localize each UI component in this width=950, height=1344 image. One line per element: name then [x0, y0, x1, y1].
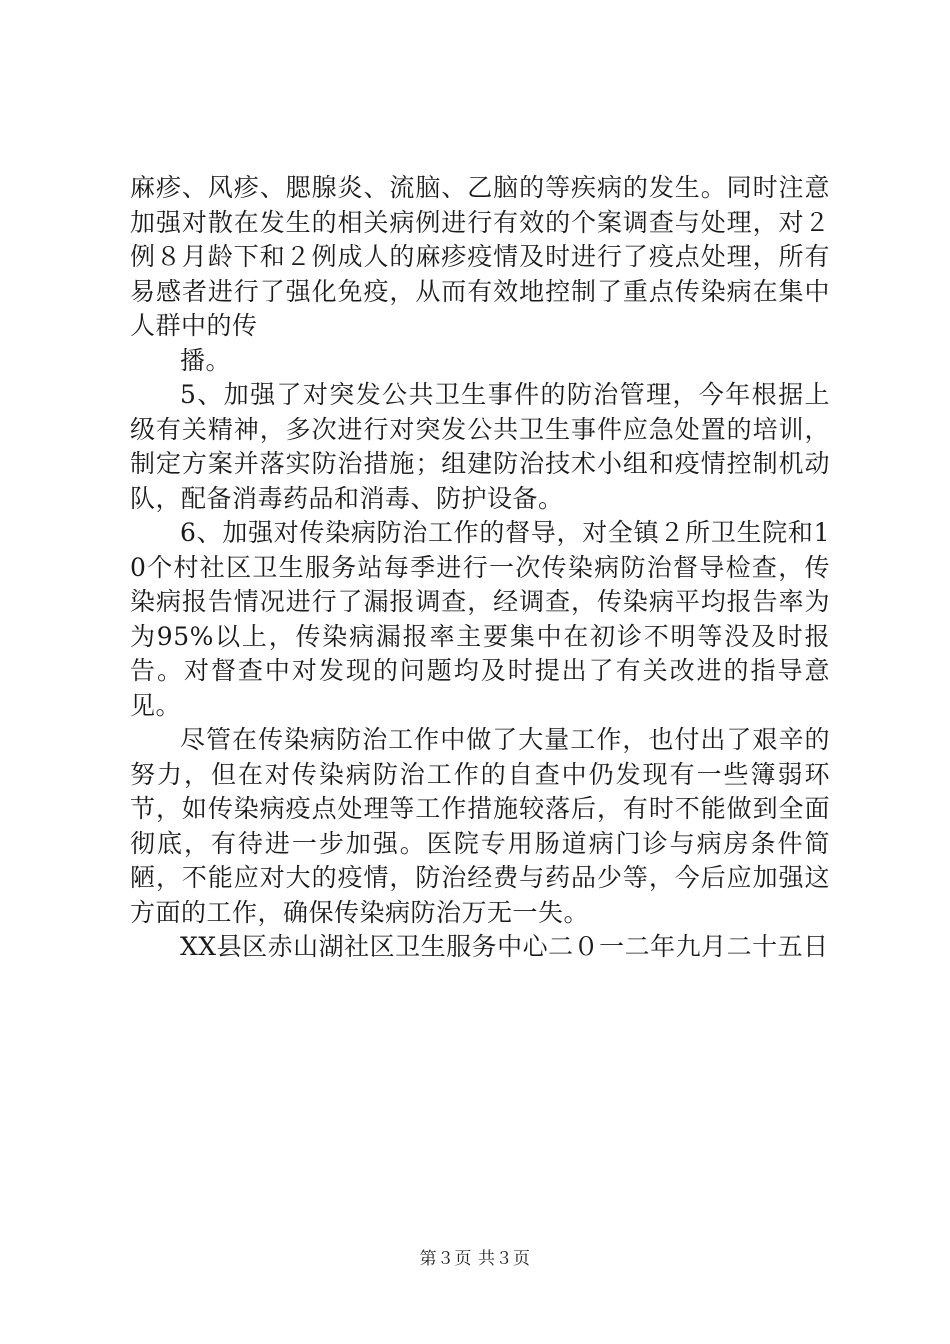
signature-line: XX县区赤山湖社区卫生服务中心二０一二年九月二十五日 [180, 932, 829, 961]
paragraph-measles-response: 麻疹、风疹、腮腺炎、流脑、乙脑的等疾病的发生。同时注意加强对散在发生的相关病例进行有效的个案调查与处理，对２例８月龄下和２例成人的麻疹疫情及时进行了疫点处理，所有易感者进行了强化免疫，从而有效地控制了重点传染病在集中人群中的传 [130, 173, 830, 340]
paragraph-item-5: 5、加强了对突发公共卫生事件的防治管理，今年根据上级有关精神，多次进行对突发公共卫生事件应急处置的培训，制定方案并落实防治措施；组建防治技术小组和疫情控制机动队，配备消毒药品和消毒、防护设备。 [130, 380, 830, 513]
page-number-footer: 第３页 共３页 [419, 1249, 531, 1269]
paragraph-continuation: 播。 [180, 345, 232, 375]
paragraph-item-6: 6、加强对传染病防治工作的督导，对全镇２所卫生院和10个村社区卫生服务站每季进行一次传染病防治督导检查，传染病报告情况进行了漏报调查，经调查，传染病平均报告率为为95%以上，传染病漏报率主要集中在初诊不明等没及时报告。对督查中对发现的问题均及时提出了有关改进的指导意见。 [130, 518, 830, 720]
document-body [130, 171, 830, 965]
paragraph-shortcomings: 尽管在传染病防治工作中做了大量工作，也付出了艰辛的努力，但在对传染病防治工作的自查中仍发现有一些簿弱环节，如传染病疫点处理等工作措施较落后，有时不能做到全面彻底，有待进一步加强。医院专用肠道病门诊与病房条件简陋，不能应对大的疫情，防治经费与药品少等，今后应加强这方面的工作，确保传染病防治万无一失。 [130, 725, 830, 927]
